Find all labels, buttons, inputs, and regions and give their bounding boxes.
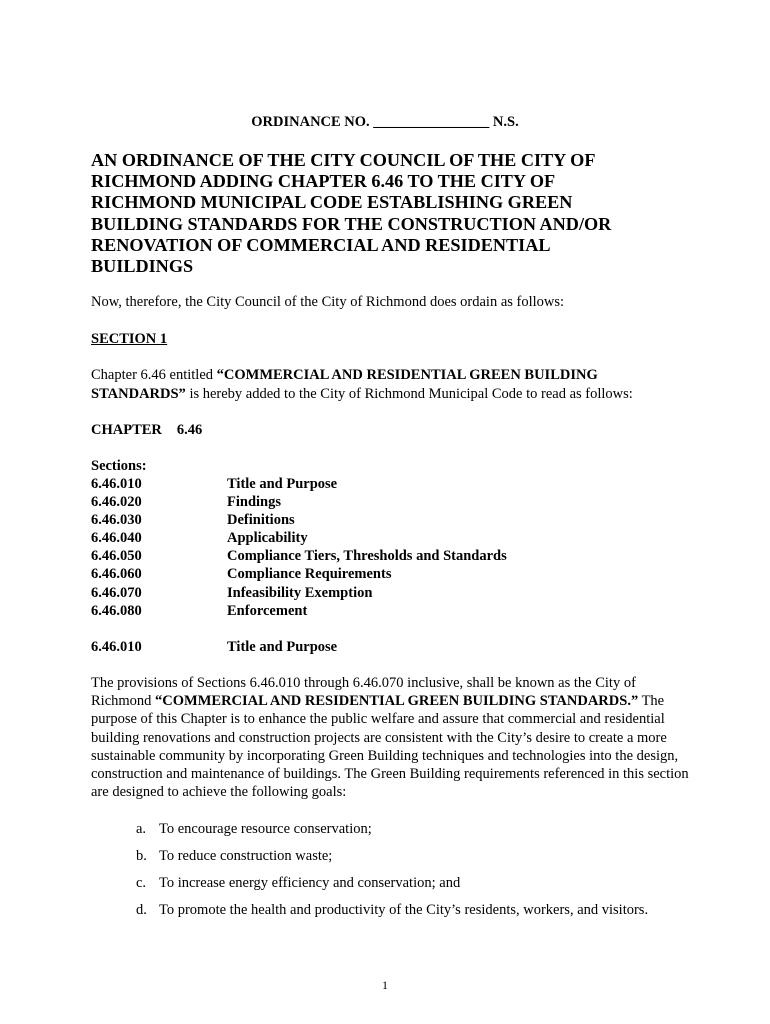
goal-item	[136, 847, 696, 874]
toc-item-number: 6.46.060	[91, 566, 142, 583]
toc-item-title: Compliance Requirements	[227, 566, 392, 583]
section-heading: SECTION 1	[91, 331, 168, 347]
toc-item	[91, 529, 651, 547]
sections-label: Sections:	[91, 458, 147, 474]
toc-item-number: 6.46.050	[91, 548, 142, 565]
goal-text: To promote the health and productivity of the City’s residents, workers, and visitors.	[159, 902, 649, 918]
chapter-heading	[91, 421, 202, 439]
toc-item-title: Infeasibility Exemption	[227, 584, 373, 601]
chapter-para-text-after: is hereby added to the City of Richmond Municipal Code to read as follows:	[185, 385, 633, 402]
purpose-chapter-name-bold: “COMMERCIAL AND RESIDENTIAL GREEN BUILDING STANDARDS.”	[155, 693, 639, 710]
toc-item	[91, 602, 651, 620]
goal-letter: b.	[136, 848, 147, 864]
ordinance-title: AN ORDINANCE OF THE CITY COUNCIL OF THE CITY OF RICHMOND ADDING CHAPTER 6.46 TO THE CITY OF RICHMOND MUNICIPAL CODE ESTABLISHING GREEN BUILDING STANDARDS FOR THE CONSTRUCTION AND/OR RENOVATION OF COMMERCIAL AND RESIDENTIAL BUILDINGS	[91, 150, 612, 277]
toc-item-title: Title and Purpose	[227, 476, 338, 492]
toc-item	[91, 493, 651, 511]
subsection-number: 6.46.010	[91, 639, 142, 655]
ordinance-number: ORDINANCE NO. ________________ N.S.	[251, 114, 519, 130]
chapter-para-text-before: Chapter 6.46 entitled	[91, 367, 217, 383]
enacting-clause: Now, therefore, the City Council of the City of Richmond does ordain as follows:	[91, 294, 565, 310]
toc-item-number: 6.46.020	[91, 494, 142, 511]
goal-text: To reduce construction waste;	[159, 848, 333, 864]
toc-item	[91, 475, 651, 493]
toc-item	[91, 511, 651, 529]
toc-item	[91, 584, 651, 602]
chapter-name-bold: “COMMERCIAL AND RESIDENTIAL GREEN BUILDING STANDARDS”	[91, 367, 598, 402]
toc-item-number: 6.46.040	[91, 530, 142, 547]
goal-text: To encourage resource conservation;	[159, 821, 372, 837]
purpose-text-after: The purpose of this Chapter is to enhance the public welfare and assure that commercial and residential building renovations and construction projects are consistent with the City’s desire to create a more sustainable community by incorporating Green Building techniques and technologies into the design, construction and maintenance of buildings. The Green Building requirements referenced in this section are designed to achieve the following goals:	[91, 693, 689, 801]
toc-item-title: Definitions	[227, 512, 295, 529]
goal-letter: c.	[136, 875, 147, 891]
toc-item-number: 6.46.070	[91, 584, 142, 601]
toc-item-title: Findings	[227, 494, 281, 511]
toc-item-title: Applicability	[227, 530, 308, 547]
chapter-label: CHAPTER	[91, 422, 162, 438]
goal-text: To increase energy efficiency and conservation; and	[159, 875, 461, 891]
sections-table-of-contents	[91, 475, 651, 620]
goal-item	[136, 901, 696, 928]
goal-item	[136, 874, 696, 901]
toc-item-number: 6.46.010	[91, 476, 142, 492]
toc-item-title: Compliance Tiers, Thresholds and Standards	[227, 548, 507, 565]
chapter-number: 6.46	[176, 422, 203, 438]
chapter-adding-paragraph	[91, 366, 691, 403]
toc-item-number: 6.46.030	[91, 512, 142, 529]
toc-item	[91, 565, 651, 583]
toc-item-title: Enforcement	[227, 602, 308, 619]
toc-item	[91, 547, 651, 565]
goals-list	[136, 820, 696, 928]
purpose-paragraph	[91, 674, 691, 801]
goal-letter: a.	[136, 821, 147, 837]
subsection-title: Title and Purpose	[227, 639, 338, 655]
page-number: 1	[382, 978, 388, 992]
goal-item	[136, 820, 696, 847]
toc-item-number: 6.46.080	[91, 602, 142, 619]
goal-letter: d.	[136, 902, 147, 918]
purpose-text-before: The provisions of Sections 6.46.010 through 6.46.070 inclusive, shall be known as the City of Richmond	[91, 675, 636, 710]
